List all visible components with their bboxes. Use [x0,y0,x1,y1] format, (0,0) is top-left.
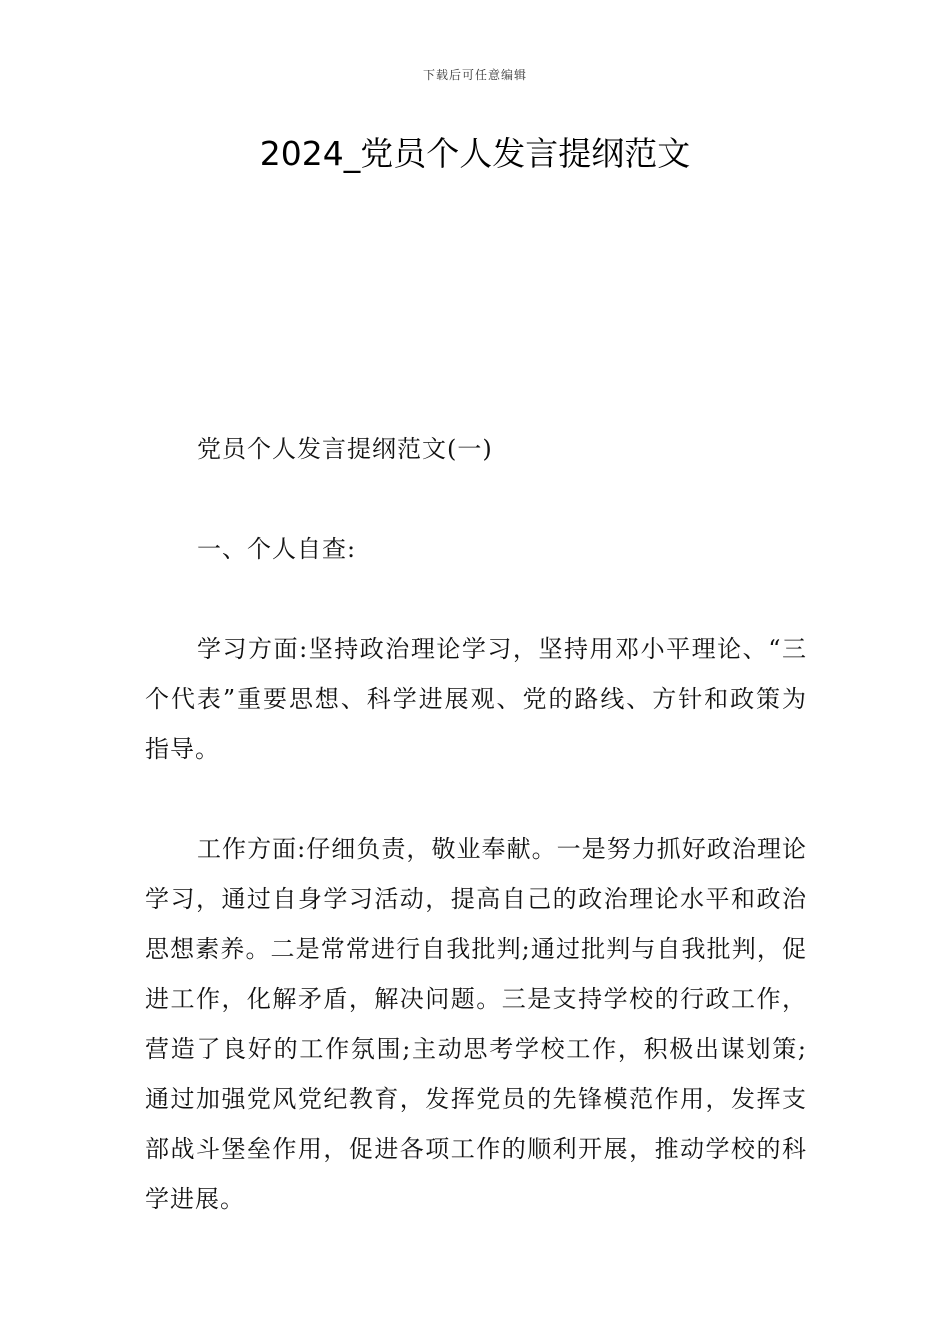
header-note: 下载后可任意编辑 [422,68,527,82]
paragraph-work: 工作方面:仔细负责，敬业奉献。一是努力抓好政治理论学习，通过自身学习活动，提高自己的政治理论水平和政治思想素养。二是常常进行自我批判;通过批判与自我批判，促进工作，化解矛盾，解决问题。三是支持学校的行政工作，营造了良好的工作氛围;主动思考学校工作，积极出谋划策;通过加强党风党纪教育，发挥党员的先锋模范作用，发挥支部战斗堡垒作用，促进各项工作的顺利开展，推动学校的科学进展。 [145,835,807,1213]
document-subtitle: 党员个人发言提纲范文(一) [197,435,493,463]
paragraph-study: 学习方面:坚持政治理论学习，坚持用邓小平理论、“三个代表”重要思想、科学进展观、党的路线、方针和政策为指导。 [145,635,807,763]
section-heading: 一、个人自查: [197,535,357,563]
document-title: 2024_党员个人发言提纲范文 [259,134,691,173]
